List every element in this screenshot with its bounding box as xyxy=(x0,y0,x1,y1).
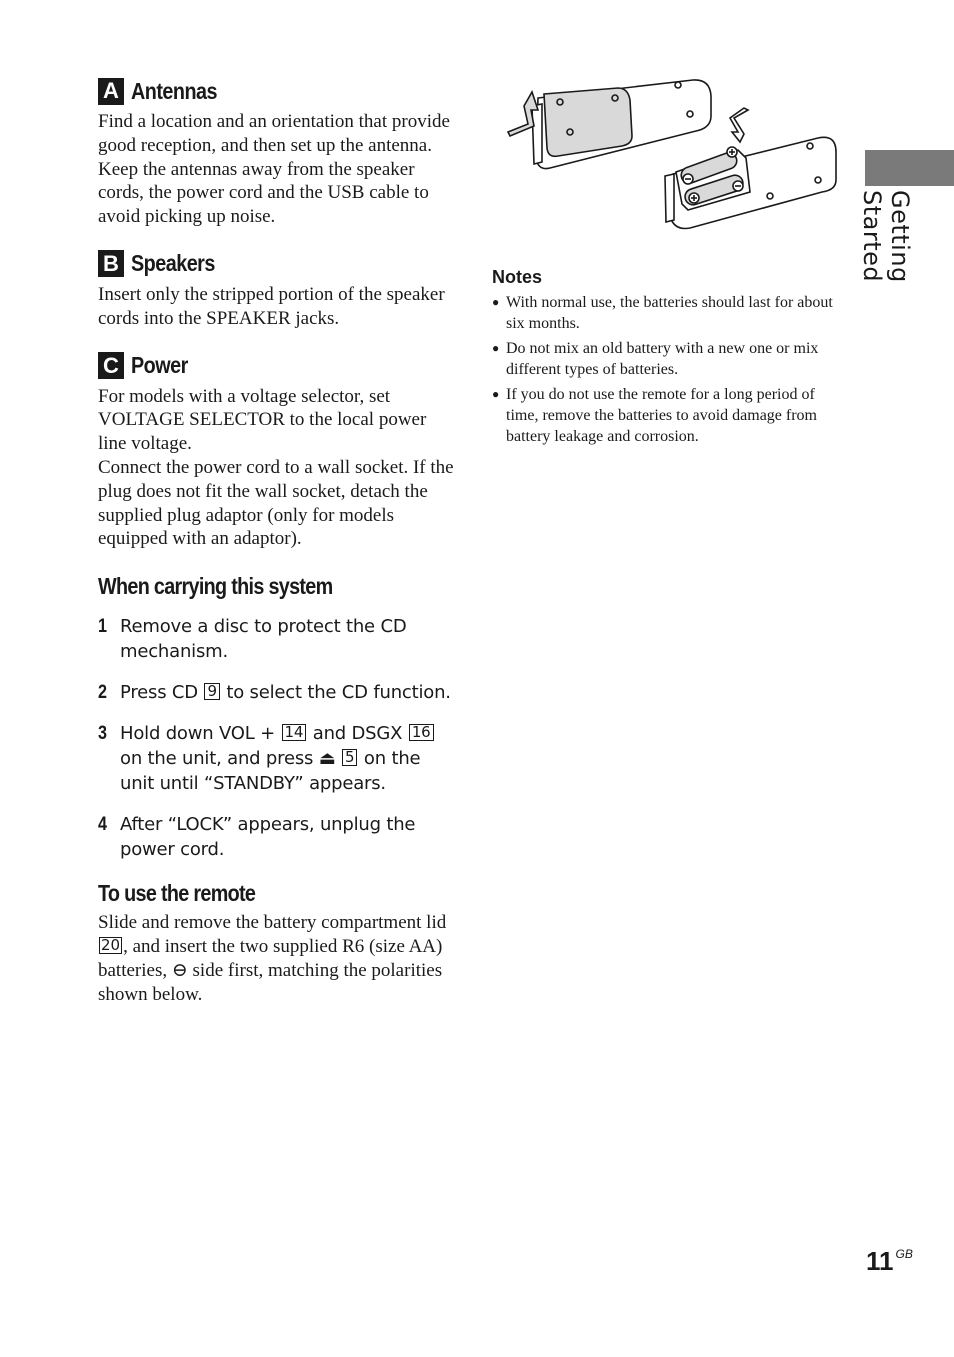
step-text xyxy=(120,721,454,796)
step-list xyxy=(98,614,454,862)
page-number xyxy=(866,1246,913,1277)
section-remote xyxy=(98,880,454,1006)
step-text-part: on the unit until “STANDBY” appears. xyxy=(120,748,421,795)
key-ref-badge: 20 xyxy=(101,935,121,954)
chapter-tab-label: Getting Started xyxy=(858,190,914,283)
step-item xyxy=(98,614,454,664)
section-power xyxy=(98,351,454,552)
page-number-suffix: GB xyxy=(895,1247,913,1261)
section-title: Power xyxy=(131,352,188,379)
left-column xyxy=(98,76,454,1006)
remote-lid-removal-drawing xyxy=(508,80,711,169)
paragraph: Insert only the stripped portion of the speaker cords into the SPEAKER jacks. xyxy=(98,283,445,329)
minus-polarity-icon: ⊖ xyxy=(171,959,188,981)
step-text-part: Press CD xyxy=(120,682,198,704)
section-title: Speakers xyxy=(131,250,215,277)
step-number: 3 xyxy=(98,723,107,745)
text-part: Slide and remove the battery compartment lid xyxy=(98,912,447,934)
section-heading xyxy=(98,351,454,381)
note-item xyxy=(492,338,848,380)
step-text-part: on the unit, and press xyxy=(120,748,314,770)
section-letter-badge: A xyxy=(98,78,124,105)
bullet-icon: ● xyxy=(492,387,500,401)
section-speakers xyxy=(98,249,454,331)
subsection-title: When carrying this system xyxy=(98,573,333,600)
paragraph: For models with a voltage selector, set VOLTAGE SELECTOR to the local power line voltage. xyxy=(98,385,427,455)
paragraph xyxy=(98,911,454,1006)
notes-title: Notes xyxy=(492,267,543,287)
step-item xyxy=(98,680,454,705)
step-number: 1 xyxy=(98,616,107,638)
text-part: side first, matching the polarities shown below. xyxy=(98,959,443,1005)
step-item xyxy=(98,812,454,862)
step-text-part: to select the CD function. xyxy=(226,682,451,704)
section-letter-badge: C xyxy=(98,352,124,379)
step-text-part: and DSGX xyxy=(312,723,403,745)
step-number: 4 xyxy=(98,814,107,836)
bullet-icon: ● xyxy=(492,295,500,309)
step-text-part: Hold down VOL + xyxy=(120,723,275,745)
remote-battery-illustration xyxy=(498,76,843,241)
note-item xyxy=(492,384,848,447)
note-text: With normal use, the batteries should last for about six months. xyxy=(506,294,833,332)
section-antennas xyxy=(98,76,454,229)
notes-block xyxy=(492,267,848,447)
eject-icon: ⏏ xyxy=(318,748,336,770)
step-text: Remove a disc to protect the CD mechanism. xyxy=(120,616,407,663)
step-item xyxy=(98,721,454,796)
chapter-tab-marker xyxy=(865,150,954,186)
key-ref-badge: 9 xyxy=(204,683,219,700)
section-carrying xyxy=(98,573,454,862)
section-title: Antennas xyxy=(131,77,217,104)
section-heading xyxy=(98,249,454,279)
page-number-value: 11 xyxy=(866,1246,894,1276)
section-heading xyxy=(98,76,454,106)
subsection-title: To use the remote xyxy=(98,880,256,907)
step-text xyxy=(120,680,451,705)
key-ref-badge: 5 xyxy=(342,749,357,766)
paragraph: Find a location and an orientation that provide good reception, and then set up the antenna. xyxy=(98,111,450,156)
notes-list xyxy=(492,292,848,447)
key-ref-badge: 14 xyxy=(282,724,307,741)
step-number: 2 xyxy=(98,682,107,704)
text-part: , and insert the two supplied R6 (size AA) batteries, xyxy=(98,935,443,981)
bullet-icon: ● xyxy=(492,341,500,355)
paragraph: Connect the power cord to a wall socket. If the plug does not fit the wall socket, detach the supplied plug adaptor (only for models equipped with an adaptor). xyxy=(98,456,454,550)
step-text: After “LOCK” appears, unplug the power cord. xyxy=(120,814,416,861)
note-item xyxy=(492,292,848,334)
section-letter-badge: B xyxy=(98,250,124,277)
paragraph: Keep the antennas away from the speaker cords, the power cord and the USB cable to avoid picking up noise. xyxy=(98,158,429,228)
key-ref-badge: 16 xyxy=(409,724,434,741)
right-column xyxy=(492,76,848,451)
note-text: Do not mix an old battery with a new one or mix different types of batteries. xyxy=(506,340,819,378)
note-text: If you do not use the remote for a long period of time, remove the batteries to avoid damage from battery leakage and corrosion. xyxy=(506,386,817,445)
